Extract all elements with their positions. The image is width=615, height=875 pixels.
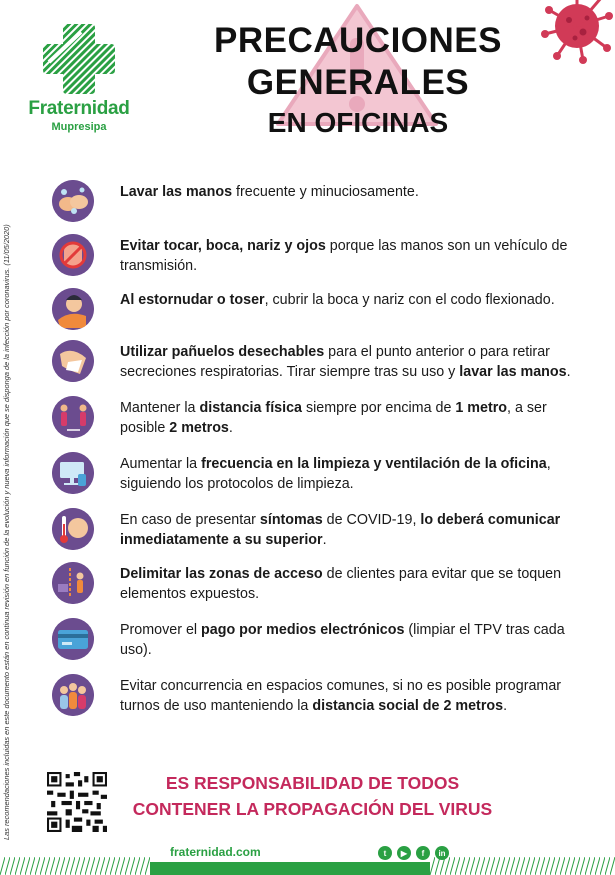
item-text: Delimitar las zonas de acceso de clientes para evitar que se toquen elementos expuestos. [120,566,562,602]
social-links [378,846,449,860]
slogan-line-2: CONTENER LA PROPAGACIÓN DEL VIRUS [132,799,493,819]
crowd-icon [52,674,94,716]
slogan [110,770,515,822]
item-text: Evitar tocar, boca, nariz y ojos porque las manos son un vehículo de transmisión. [120,238,568,274]
tissue-icon [52,340,94,382]
fraternidad-logo [24,22,134,133]
item-text: Mantener la distancia física siempre por encima de 1 metro, a ser posible 2 metros. [120,400,547,436]
facebook-icon[interactable]: f [416,846,430,860]
symptoms-icon [52,508,94,550]
title-line-1: PRECAUCIONES [214,21,502,60]
logo-sub-text: Mupresipa [51,121,107,133]
handwash-icon [52,180,94,222]
item-text: Promover el pago por medios electrónicos (limpiar el TPV tras cada uso). [120,622,565,658]
qr-code-icon [47,772,107,832]
distance-icon [52,396,94,438]
footer-hatch-left [0,857,150,875]
item-text: Aumentar la frecuencia en la limpieza y ventilación de la oficina, siguiendo los protocolos de limpieza. [120,456,551,492]
youtube-icon[interactable]: ▶ [397,846,411,860]
card-payment-icon [52,618,94,660]
no-touch-face-icon [52,234,94,276]
virus-icon [535,0,615,72]
title-line-3: EN OFICINAS [267,107,449,138]
slogan-line-1: ES RESPONSABILIDAD DE TODOS [165,773,460,793]
item-text: Evitar concurrencia en espacios comunes, si no es posible programar turnos de uso manteniendo la distancia social de 2 metros. [120,678,562,714]
office-cleaning-icon [52,452,94,494]
website-link[interactable]: fraternidad.com [170,845,261,859]
page-title [200,20,516,142]
twitter-icon[interactable]: t [378,846,392,860]
item-text: Utilizar pañuelos desechables para el punto anterior o para retirar secreciones respiratorias. Tirar siempre tras su uso y lavar las manos. [120,344,571,380]
item-text: Lavar las manos frecuente y minuciosamente. [120,184,419,200]
sneeze-elbow-icon [52,288,94,330]
footer-hatch-right [430,857,615,875]
logo-brand-text: Fraternidad [28,98,130,119]
linkedin-icon[interactable]: in [435,846,449,860]
cross-logo-icon [41,22,117,96]
item-text: En caso de presentar síntomas de COVID-19, lo deberá comunicar inmediatamente a su superior. [120,512,561,548]
access-zone-icon [52,562,94,604]
item-text: Al estornudar o toser, cubrir la boca y nariz con el codo flexionado. [120,292,555,308]
title-line-2: GENERALES [246,63,470,102]
side-disclaimer: Las recomendaciones incluidas en este documento están en continua revisión en función de la evolución y nueva información que se disponga de la infección por coronavirus. (11/05/2020) [2,224,11,840]
footer-bar [150,862,430,875]
